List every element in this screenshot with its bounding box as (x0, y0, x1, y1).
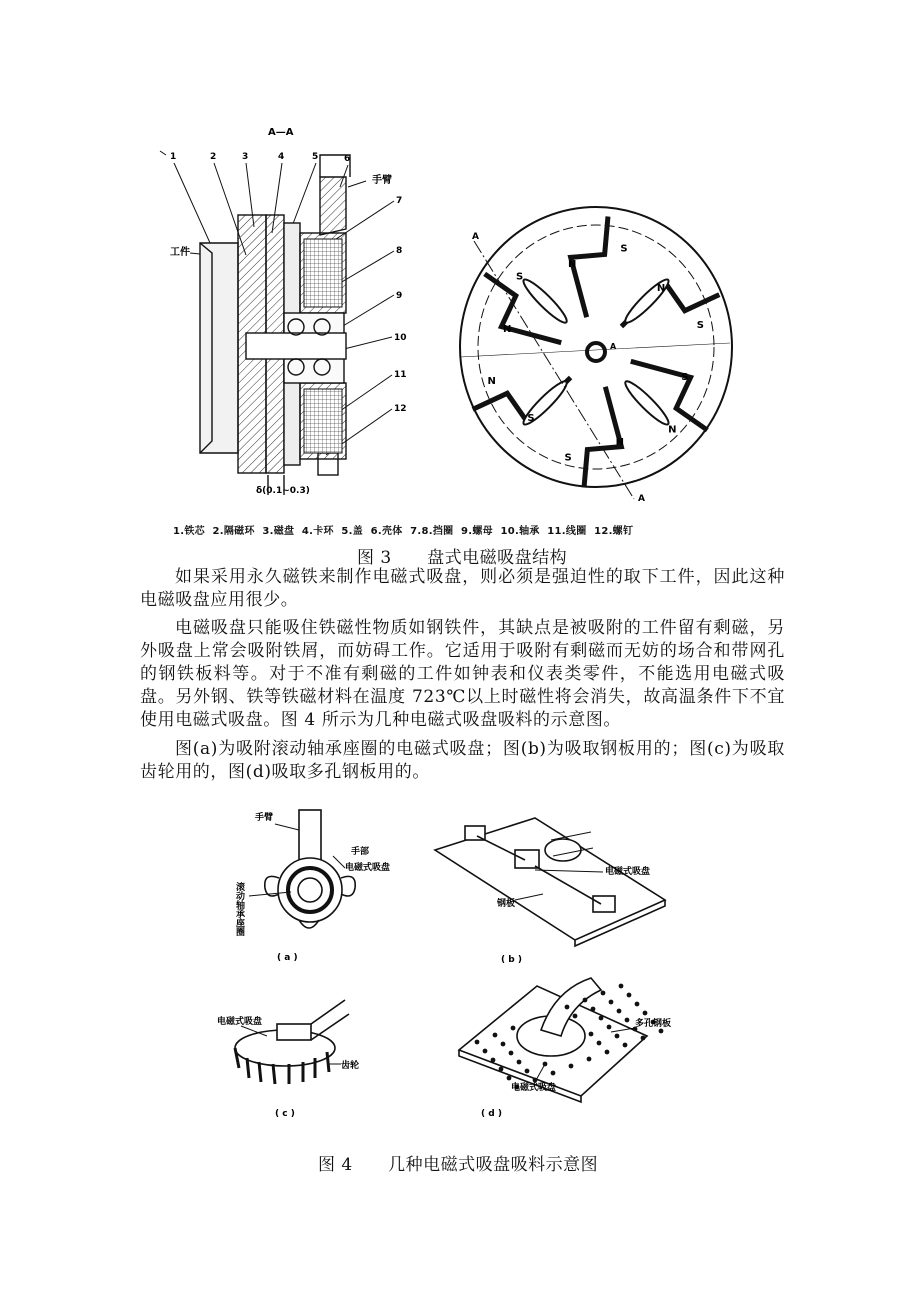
plate-hole (659, 1029, 664, 1034)
fig4a-tag: ( a ) (277, 953, 298, 963)
plate-hole (601, 991, 606, 996)
part-number: 12 (394, 404, 407, 414)
plate-hole (623, 1043, 628, 1048)
plate-hole (573, 1014, 578, 1019)
plate-hole (551, 1071, 556, 1076)
part-number: 2 (210, 152, 217, 162)
part-number: 10 (394, 333, 407, 343)
plate-hole (591, 1007, 596, 1012)
plate-hole (607, 1025, 612, 1030)
part-number: 1 (170, 152, 177, 162)
fig4a-chuck: 电磁式吸盘 (345, 863, 391, 873)
pole-label: N (615, 436, 624, 448)
plate-hole (625, 1018, 630, 1023)
plate-hole (525, 1069, 530, 1074)
workpiece-label: 工件 (170, 247, 190, 258)
part-number: 4 (278, 152, 285, 162)
plate-hole (511, 1026, 516, 1031)
gap-label: δ(0.1~0.3) (256, 486, 310, 496)
plate-hole (507, 1076, 512, 1081)
plate-hole (499, 1067, 504, 1072)
pole-label: S (681, 371, 689, 383)
plate-hole (627, 993, 632, 998)
section-a-top: A (472, 232, 479, 242)
plate-hole (501, 1042, 506, 1047)
fig4b-chuck: 电磁式吸盘 (605, 867, 651, 877)
pole-label: S (527, 413, 535, 425)
plate-hole (491, 1058, 496, 1063)
figure-4c (235, 1000, 349, 1084)
plate-hole (589, 1032, 594, 1037)
plate-hole (475, 1040, 480, 1045)
plate-hole (533, 1078, 538, 1083)
section-label: A—A (268, 127, 294, 138)
part-number: 5 (312, 152, 319, 162)
plate-hole (609, 1000, 614, 1005)
plate-hole (517, 1060, 522, 1065)
paragraph-1: 如果采用永久磁铁来制作电磁式吸盘，则必须是强迫性的取下工件，因此这种电磁吸盘应用很少。 (140, 567, 785, 610)
part-number: 6 (344, 154, 351, 164)
plate-hole (583, 998, 588, 1003)
parts-legend: 1.铁芯 2.隔磁环 3.磁盘 4.卡环 5.盖 6.壳体 7.8.挡圈 9.螺母 10.轴承 11.线圈 12.螺钉 (173, 526, 634, 537)
pole-label: N (568, 259, 577, 271)
fig4a-arm: 手臂 (255, 813, 274, 823)
plate-hole (597, 1041, 602, 1046)
plate-hole (619, 984, 624, 989)
figure-4b (435, 818, 665, 946)
plate-hole (617, 1009, 622, 1014)
part-number: 8 (396, 246, 403, 256)
pole-label: N (656, 282, 666, 294)
fig4c-gear: 齿轮 (341, 1061, 360, 1071)
figure-3-drawing (150, 115, 760, 545)
fig4c-tag: ( c ) (275, 1109, 295, 1119)
fig4a-hand: 手部 (351, 847, 370, 857)
plate-hole (483, 1049, 488, 1054)
pole-label: N (487, 375, 496, 387)
pole-label: N (502, 324, 512, 336)
handarm-label: 手臂 (372, 175, 392, 186)
plate-hole (641, 1036, 646, 1041)
pole-label: S (516, 271, 524, 283)
figure-3-caption: 图 3 盘式电磁吸盘结构 (357, 548, 568, 568)
plate-hole (509, 1051, 514, 1056)
plate-hole (643, 1011, 648, 1016)
paragraph-2: 电磁吸盘只能吸住铁磁性物质如钢铁件，其缺点是被吸附的工件留有剩磁，另外吸盘上常会吸附铁屑，而妨碍工作。它适用于吸附有剩磁而无妨的场合和带网孔的钢铁板料等。对于不准有剩磁的工件如钟表和仪表类零件，不能选用电磁式吸盘。另外钢、铁等铁磁材料在温度 723℃以上时磁性将会消失，故高温条件下不宜使用电磁式吸盘。图 4 所示为几种电磁式吸盘吸料的示意图。 (140, 618, 785, 730)
plate-hole (543, 1062, 548, 1067)
pole-label: N (668, 424, 677, 436)
fig4d-tag: ( d ) (481, 1109, 502, 1119)
figure-4-caption: 图 4 几种电磁式吸盘吸料示意图 (318, 1155, 599, 1175)
part-number: 7 (396, 196, 403, 206)
figure-4-drawing (215, 810, 672, 1130)
figure-4d (459, 978, 663, 1102)
pole-label: S (564, 452, 572, 464)
fig4b-plate: 钢板 (497, 899, 516, 909)
plate-hole (615, 1034, 620, 1039)
part-number: 11 (394, 370, 407, 380)
plate-hole (565, 1005, 570, 1010)
paragraph-3: 图(a)为吸附滚动轴承座圈的电磁式吸盘；图(b)为吸取钢板用的；图(c)为吸取齿轮用的，图(d)吸取多孔钢板用的。 (140, 739, 785, 782)
part-number: 3 (242, 152, 249, 162)
section-a-bottom: A (638, 494, 645, 504)
pole-label: S (696, 320, 704, 332)
fig4b-tag: ( b ) (501, 955, 522, 965)
fig4a-bearing: 滚动轴承座圈 (234, 882, 244, 936)
plate-hole (493, 1033, 498, 1038)
plate-hole (635, 1002, 640, 1007)
plate-hole (599, 1016, 604, 1021)
plate-hole (569, 1064, 574, 1069)
fig4d-chuck: 电磁式吸盘 (511, 1083, 557, 1093)
fig4c-chuck: 电磁式吸盘 (217, 1017, 263, 1027)
part-number: 9 (396, 291, 403, 301)
plate-hole (605, 1050, 610, 1055)
pole-label: S (620, 243, 628, 255)
plate-hole (587, 1057, 592, 1062)
chuck-front-view (460, 207, 732, 504)
section-a-center: A (610, 342, 617, 351)
figure-4a (249, 810, 355, 928)
fig4d-plate: 多孔钢板 (635, 1019, 672, 1029)
